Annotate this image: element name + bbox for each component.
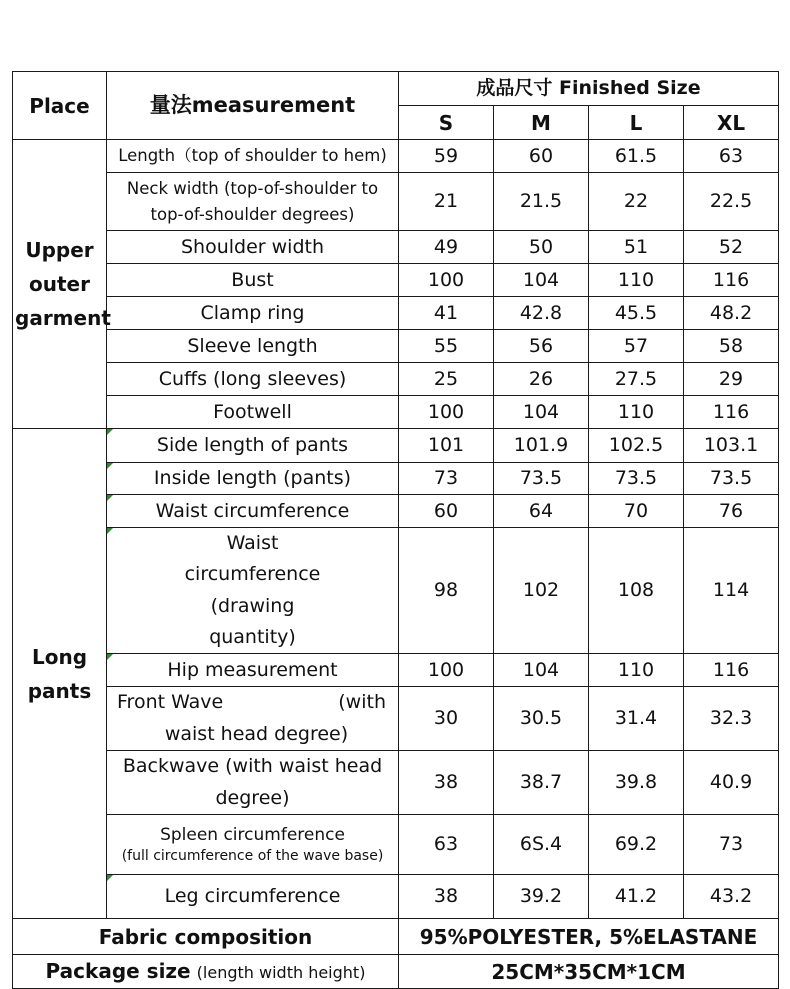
fabric-composition-value: 95%POLYESTER, 5%ELASTANE	[399, 919, 779, 955]
table-row	[13, 429, 779, 463]
header-row	[13, 72, 779, 106]
value-s: 59	[399, 140, 494, 173]
measurement-label: Leg circumference	[107, 875, 399, 919]
table-row	[13, 875, 779, 919]
place-long-pants: Long pants	[13, 429, 107, 919]
value-l: 39.8	[589, 751, 684, 815]
value-m: 104	[494, 654, 589, 687]
value-l: 22	[589, 173, 684, 231]
table-row	[13, 463, 779, 495]
place-upper-garment: Upper outer garment	[13, 140, 107, 429]
value-l: 110	[589, 654, 684, 687]
measurement-label: Clamp ring	[107, 297, 399, 330]
value-s: 25	[399, 363, 494, 396]
value-l: 31.4	[589, 687, 684, 751]
value-m: 50	[494, 231, 589, 264]
measurement-label: Footwell	[107, 396, 399, 429]
front-wave-line1-a: Front Wave	[117, 691, 224, 714]
table-row	[13, 140, 779, 173]
value-s: 55	[399, 330, 494, 363]
measurement-label: Waist circumference (drawing quantity)	[107, 528, 399, 654]
value-l: 69.2	[589, 815, 684, 875]
package-size-note: (length width height)	[196, 963, 366, 983]
value-s: 73	[399, 463, 494, 495]
value-m: 30.5	[494, 687, 589, 751]
measurement-label	[107, 687, 399, 751]
size-label-s: S	[399, 106, 494, 140]
fabric-composition-label: Fabric composition	[13, 919, 399, 955]
value-s: 100	[399, 264, 494, 297]
measurement-label: Neck width (top-of-shoulder to top-of-shoulder degrees)	[107, 173, 399, 231]
table-row	[13, 654, 779, 687]
size-label-xl: XL	[684, 106, 779, 140]
value-s: 38	[399, 751, 494, 815]
value-xl: 43.2	[684, 875, 779, 919]
value-xl: 32.3	[684, 687, 779, 751]
value-l: 51	[589, 231, 684, 264]
value-xl: 116	[684, 396, 779, 429]
table-row	[13, 751, 779, 815]
value-s: 100	[399, 654, 494, 687]
table-row	[13, 687, 779, 751]
size-chart-table	[12, 71, 779, 989]
table-row	[13, 330, 779, 363]
value-m: 21.5	[494, 173, 589, 231]
size-label-l: L	[589, 106, 684, 140]
value-l: 27.5	[589, 363, 684, 396]
value-l: 41.2	[589, 875, 684, 919]
measurement-label: Inside length (pants)	[107, 463, 399, 495]
value-xl: 116	[684, 264, 779, 297]
measurement-label: Waist circumference	[107, 495, 399, 528]
value-l: 102.5	[589, 429, 684, 463]
value-xl: 73.5	[684, 463, 779, 495]
value-s: 30	[399, 687, 494, 751]
value-s: 38	[399, 875, 494, 919]
value-m: 39.2	[494, 875, 589, 919]
table-row	[13, 173, 779, 231]
value-m: 102	[494, 528, 589, 654]
value-s: 49	[399, 231, 494, 264]
table-row	[13, 815, 779, 875]
value-s: 41	[399, 297, 494, 330]
value-xl: 63	[684, 140, 779, 173]
measurement-label	[107, 815, 399, 875]
value-s: 98	[399, 528, 494, 654]
table-row	[13, 363, 779, 396]
value-l: 70	[589, 495, 684, 528]
value-m: 104	[494, 264, 589, 297]
value-l: 110	[589, 264, 684, 297]
value-s: 101	[399, 429, 494, 463]
value-xl: 114	[684, 528, 779, 654]
value-m: 42.8	[494, 297, 589, 330]
table-row	[13, 528, 779, 654]
value-xl: 22.5	[684, 173, 779, 231]
header-finished-size: 成品尺寸 Finished Size	[399, 72, 779, 106]
value-l: 73.5	[589, 463, 684, 495]
value-s: 60	[399, 495, 494, 528]
value-s: 100	[399, 396, 494, 429]
table-row	[13, 495, 779, 528]
value-s: 21	[399, 173, 494, 231]
value-xl: 73	[684, 815, 779, 875]
measurement-label: Length（top of shoulder to hem)	[107, 140, 399, 173]
value-m: 101.9	[494, 429, 589, 463]
measurement-label: Backwave (with waist head degree)	[107, 751, 399, 815]
measurement-label: Bust	[107, 264, 399, 297]
value-m: 104	[494, 396, 589, 429]
value-l: 108	[589, 528, 684, 654]
value-m: 38.7	[494, 751, 589, 815]
table-row	[13, 231, 779, 264]
measurement-label: Shoulder width	[107, 231, 399, 264]
table-row	[13, 297, 779, 330]
value-l: 61.5	[589, 140, 684, 173]
front-wave-line2: waist head degree)	[164, 722, 349, 745]
value-m: 73.5	[494, 463, 589, 495]
fabric-row	[13, 919, 779, 955]
measurement-label: Sleeve length	[107, 330, 399, 363]
value-xl: 29	[684, 363, 779, 396]
spleen-line1: Spleen circumference	[160, 824, 345, 845]
header-measurement: 量法measurement	[107, 72, 399, 140]
value-xl: 116	[684, 654, 779, 687]
package-size-value: 25CM*35CM*1CM	[399, 955, 779, 989]
value-l: 45.5	[589, 297, 684, 330]
value-l: 57	[589, 330, 684, 363]
size-label-m: M	[494, 106, 589, 140]
value-xl: 76	[684, 495, 779, 528]
value-xl: 48.2	[684, 297, 779, 330]
value-s: 63	[399, 815, 494, 875]
value-m: 64	[494, 495, 589, 528]
package-size-label: Package size	[45, 959, 191, 984]
value-m: 6S.4	[494, 815, 589, 875]
value-m: 56	[494, 330, 589, 363]
value-xl: 40.9	[684, 751, 779, 815]
value-xl: 58	[684, 330, 779, 363]
value-m: 26	[494, 363, 589, 396]
table-row	[13, 264, 779, 297]
value-xl: 103.1	[684, 429, 779, 463]
measurement-label: Cuffs (long sleeves)	[107, 363, 399, 396]
value-xl: 52	[684, 231, 779, 264]
front-wave-line1-b: (with	[338, 691, 386, 714]
measurement-label: Hip measurement	[107, 654, 399, 687]
spleen-line2: (full circumference of the wave base)	[121, 847, 384, 864]
measurement-label: Side length of pants	[107, 429, 399, 463]
table-row	[13, 396, 779, 429]
value-m: 60	[494, 140, 589, 173]
header-place: Place	[13, 72, 107, 140]
value-l: 110	[589, 396, 684, 429]
